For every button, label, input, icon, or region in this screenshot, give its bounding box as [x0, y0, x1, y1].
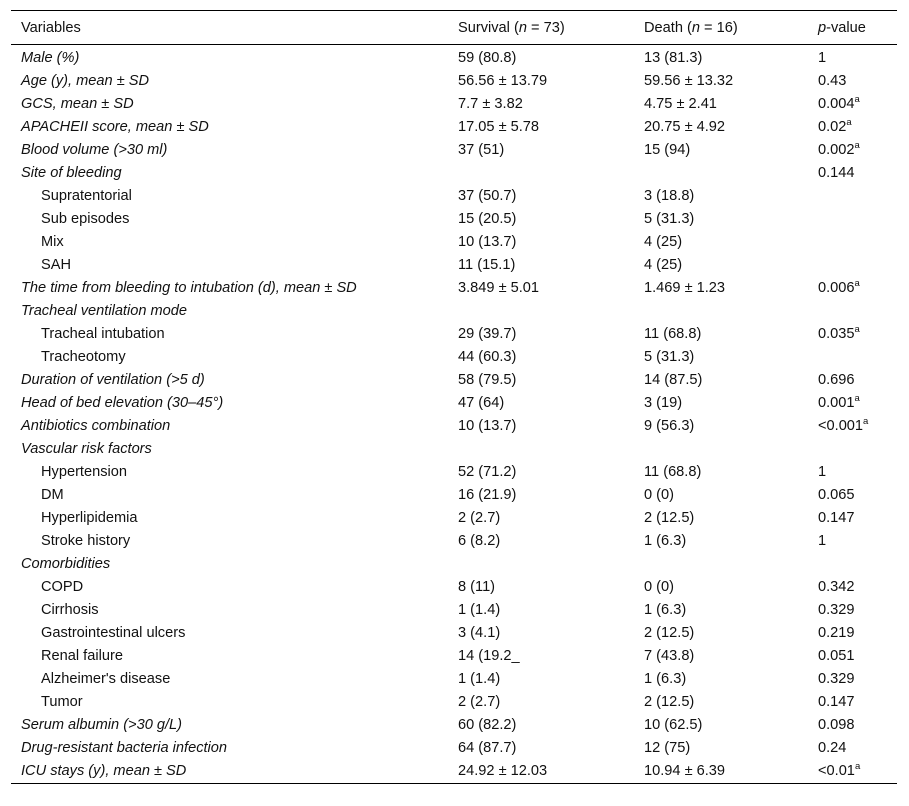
cell-p-value — [808, 691, 897, 714]
cell-survival: 16 (21.9) — [458, 487, 517, 503]
cell-p-value — [808, 576, 897, 599]
cell-survival: 29 (39.7) — [458, 326, 517, 342]
cell-survival: 64 (87.7) — [458, 740, 517, 756]
table-row — [11, 714, 897, 737]
row-variable-label: Blood volume (>30 ml) — [21, 142, 168, 158]
row-sub-label: Mix — [41, 234, 64, 250]
cell-survival: 56.56 ± 13.79 — [458, 73, 548, 89]
row-sub-label: Gastrointestinal ulcers — [41, 625, 186, 641]
significance-footnote-marker: a — [854, 278, 860, 290]
cell-survival — [448, 553, 634, 576]
row-variable-label: Comorbidities — [21, 556, 111, 572]
table-row — [11, 277, 897, 300]
header-death-n: n — [691, 19, 700, 36]
table-row — [11, 438, 897, 461]
table-row — [11, 116, 897, 139]
p-value-text: 1 — [818, 464, 827, 480]
cell-p-value — [808, 599, 897, 622]
header-survival-n: n — [518, 19, 527, 36]
significance-footnote-marker: a — [854, 94, 860, 106]
cell-p-value — [808, 668, 897, 691]
table-row — [11, 369, 897, 392]
header-p-italic: p — [818, 19, 827, 36]
results-table-container — [11, 10, 897, 784]
row-sub-label: Stroke history — [41, 533, 131, 549]
table-row — [11, 139, 897, 162]
cell-p-value — [808, 415, 897, 438]
cell-death: 0 (0) — [644, 579, 675, 595]
table-row — [11, 392, 897, 415]
cell-survival: 2 (2.7) — [458, 510, 501, 526]
p-value-text: 0.001 — [818, 395, 855, 411]
row-sub-label: DM — [41, 487, 64, 503]
cell-death: 2 (12.5) — [644, 694, 695, 710]
table-header-row — [11, 11, 897, 45]
cell-p-value — [808, 438, 897, 461]
cell-p-value — [808, 507, 897, 530]
cell-survival: 60 (82.2) — [458, 717, 517, 733]
table-row — [11, 185, 897, 208]
p-value-text: 0.342 — [818, 579, 855, 595]
significance-footnote-marker: a — [863, 416, 869, 428]
row-sub-label: Renal failure — [41, 648, 123, 664]
table-row — [11, 208, 897, 231]
cell-death: 3 (18.8) — [644, 188, 695, 204]
cell-p-value — [808, 300, 897, 323]
cell-p-value — [808, 530, 897, 553]
significance-footnote-marker: a — [854, 140, 860, 152]
cell-p-value — [808, 346, 897, 369]
row-variable-label: ICU stays (y), mean ± SD — [21, 763, 187, 779]
p-value-text: 0.329 — [818, 602, 855, 618]
table-row — [11, 300, 897, 323]
cell-survival: 15 (20.5) — [458, 211, 517, 227]
cell-death: 4.75 ± 2.41 — [644, 96, 717, 112]
cell-p-value — [808, 254, 897, 277]
cell-p-value — [808, 139, 897, 162]
row-sub-label: Cirrhosis — [41, 602, 99, 618]
table-row — [11, 553, 897, 576]
cell-survival: 1 (1.4) — [458, 602, 501, 618]
header-survival-prefix: Survival ( — [458, 19, 519, 36]
p-value-text: 0.219 — [818, 625, 855, 641]
row-variable-label: Serum albumin (>30 g/L) — [21, 717, 183, 733]
cell-death: 5 (31.3) — [644, 211, 695, 227]
p-value-text: 0.43 — [818, 73, 847, 89]
row-sub-label: Hyperlipidemia — [41, 510, 138, 526]
cell-survival: 11 (15.1) — [458, 257, 516, 273]
cell-death: 1 (6.3) — [644, 602, 687, 618]
cell-survival: 8 (11) — [458, 579, 496, 595]
cell-death — [634, 162, 808, 185]
row-sub-label: Tumor — [41, 694, 83, 710]
cell-death: 5 (31.3) — [644, 349, 695, 365]
p-value-text: 0.147 — [818, 694, 855, 710]
row-variable-label: Site of bleeding — [21, 165, 122, 181]
row-sub-label: SAH — [41, 257, 72, 273]
cell-p-value — [808, 70, 897, 93]
header-variables: Variables — [21, 19, 81, 36]
p-value-text: 0.24 — [818, 740, 847, 756]
p-value-text: 1 — [818, 533, 827, 549]
row-variable-label: Antibiotics combination — [21, 418, 171, 434]
cell-survival: 10 (13.7) — [458, 234, 517, 250]
row-variable-label: Head of bed elevation (30–45°) — [21, 395, 224, 411]
cell-death: 15 (94) — [644, 142, 691, 158]
cell-p-value — [808, 277, 897, 300]
cell-p-value — [808, 645, 897, 668]
cell-p-value — [808, 208, 897, 231]
p-value-text: 0.004 — [818, 96, 855, 112]
p-value-text: 0.696 — [818, 372, 855, 388]
cell-death: 11 (68.8) — [644, 326, 702, 342]
row-variable-label: Vascular risk factors — [21, 441, 152, 457]
table-row — [11, 530, 897, 553]
table-row — [11, 70, 897, 93]
table-row — [11, 599, 897, 622]
p-value-text: 0.006 — [818, 280, 855, 296]
table-row — [11, 415, 897, 438]
p-value-text: <0.01 — [818, 763, 855, 779]
cell-survival: 7.7 ± 3.82 — [458, 96, 523, 112]
cell-death: 4 (25) — [644, 234, 683, 250]
cell-p-value — [808, 231, 897, 254]
table-row — [11, 622, 897, 645]
significance-footnote-marker: a — [854, 393, 860, 405]
row-variable-label: GCS, mean ± SD — [21, 96, 134, 112]
row-variable-label: Male (%) — [21, 50, 80, 66]
cell-p-value — [808, 622, 897, 645]
cell-p-value — [808, 484, 897, 507]
significance-footnote-marker: a — [854, 761, 861, 773]
cell-survival: 59 (80.8) — [458, 50, 517, 66]
p-value-text: 0.035 — [818, 326, 855, 342]
row-variable-label: Tracheal ventilation mode — [21, 303, 188, 319]
row-variable-label: APACHEII score, mean ± SD — [21, 119, 209, 135]
table-row — [11, 668, 897, 691]
cell-death: 11 (68.8) — [644, 464, 702, 480]
cell-p-value — [808, 369, 897, 392]
cell-death: 20.75 ± 4.92 — [644, 119, 726, 135]
cell-death: 2 (12.5) — [644, 510, 695, 526]
row-variable-label: Duration of ventilation (>5 d) — [21, 372, 205, 388]
cell-survival: 58 (79.5) — [458, 372, 517, 388]
cell-survival: 1 (1.4) — [458, 671, 501, 687]
p-value-text: 0.329 — [818, 671, 855, 687]
cell-survival — [448, 300, 634, 323]
cell-p-value — [808, 737, 897, 760]
cell-p-value — [808, 116, 897, 139]
table-row — [11, 231, 897, 254]
cell-death: 4 (25) — [644, 257, 683, 273]
cell-p-value — [808, 553, 897, 576]
table-row — [11, 576, 897, 599]
cell-death: 3 (19) — [644, 395, 683, 411]
header-death — [634, 11, 808, 45]
p-value-text: 0.065 — [818, 487, 855, 503]
cell-survival: 10 (13.7) — [458, 418, 517, 434]
p-value-text: 0.144 — [818, 165, 855, 181]
table-row — [11, 162, 897, 185]
p-value-text: 1 — [818, 50, 827, 66]
row-variable-label: Drug-resistant bacteria infection — [21, 740, 228, 756]
table-row — [11, 691, 897, 714]
row-sub-label: COPD — [41, 579, 84, 595]
p-value-text: 0.147 — [818, 510, 855, 526]
significance-footnote-marker: a — [854, 324, 860, 336]
cell-p-value — [808, 93, 897, 116]
cell-death: 2 (12.5) — [644, 625, 695, 641]
p-value-text: 0.051 — [818, 648, 855, 664]
p-value-text: 0.02 — [818, 119, 847, 135]
row-sub-label: Tracheal intubation — [41, 326, 165, 342]
cell-p-value — [808, 323, 897, 346]
cell-death: 1 (6.3) — [644, 671, 687, 687]
table-row — [11, 461, 897, 484]
row-variable-label: The time from bleeding to intubation (d), mean ± SD — [21, 280, 357, 296]
table-row — [11, 484, 897, 507]
cell-p-value — [808, 162, 897, 185]
cell-survival: 17.05 ± 5.78 — [458, 119, 540, 135]
row-sub-label: Tracheotomy — [41, 349, 126, 365]
significance-footnote-marker: a — [846, 117, 852, 129]
cell-survival: 44 (60.3) — [458, 349, 517, 365]
cell-death: 1 (6.3) — [644, 533, 687, 549]
table-row — [11, 323, 897, 346]
header-p-value — [808, 11, 897, 45]
cell-death — [634, 553, 808, 576]
cell-death: 59.56 ± 13.32 — [644, 73, 734, 89]
cell-p-value — [808, 760, 897, 784]
row-sub-label: Sub episodes — [41, 211, 130, 227]
cell-death: 13 (81.3) — [644, 50, 703, 66]
cell-survival: 2 (2.7) — [458, 694, 501, 710]
cell-death: 1.469 ± 1.23 — [644, 280, 726, 296]
header-death-prefix: Death ( — [644, 19, 692, 36]
table-row — [11, 346, 897, 369]
cell-survival: 37 (51) — [458, 142, 505, 158]
table-row — [11, 507, 897, 530]
table-row — [11, 737, 897, 760]
header-death-suffix: = 16) — [699, 19, 738, 36]
cell-survival: 47 (64) — [458, 395, 505, 411]
cell-death: 7 (43.8) — [644, 648, 695, 664]
cell-death: 14 (87.5) — [644, 372, 703, 388]
row-sub-label: Hypertension — [41, 464, 127, 480]
row-sub-label: Supratentorial — [41, 188, 132, 204]
cell-death: 10.94 ± 6.39 — [644, 763, 726, 779]
p-value-text: 0.098 — [818, 717, 855, 733]
p-value-text: <0.001 — [818, 418, 864, 434]
table-row — [11, 254, 897, 277]
cell-survival: 3.849 ± 5.01 — [458, 280, 540, 296]
row-variable-label: Age (y), mean ± SD — [21, 73, 150, 89]
table-row — [11, 93, 897, 116]
cell-survival — [448, 438, 634, 461]
cell-survival: 14 (19.2_ — [458, 648, 520, 664]
cell-death: 9 (56.3) — [644, 418, 695, 434]
p-value-text: 0.002 — [818, 142, 855, 158]
table-body — [11, 45, 897, 784]
cell-death — [634, 438, 808, 461]
cell-death: 0 (0) — [644, 487, 675, 503]
table-row — [11, 645, 897, 668]
header-survival-suffix: = 73) — [526, 19, 565, 36]
cell-death — [634, 300, 808, 323]
cell-survival: 24.92 ± 12.03 — [458, 763, 548, 779]
cell-survival — [448, 162, 634, 185]
cell-survival: 37 (50.7) — [458, 188, 517, 204]
cell-survival: 52 (71.2) — [458, 464, 517, 480]
table-row — [11, 45, 897, 71]
header-survival — [448, 11, 634, 45]
cell-p-value — [808, 461, 897, 484]
cell-p-value — [808, 45, 897, 71]
cell-p-value — [808, 185, 897, 208]
cell-death: 12 (75) — [644, 740, 691, 756]
cell-p-value — [808, 714, 897, 737]
header-p-suffix: -value — [826, 19, 866, 36]
cell-survival: 3 (4.1) — [458, 625, 501, 641]
row-sub-label: Alzheimer's disease — [41, 671, 171, 687]
cell-survival: 6 (8.2) — [458, 533, 501, 549]
cell-p-value — [808, 392, 897, 415]
results-table — [11, 10, 897, 784]
table-row — [11, 760, 897, 784]
cell-death: 10 (62.5) — [644, 717, 703, 733]
